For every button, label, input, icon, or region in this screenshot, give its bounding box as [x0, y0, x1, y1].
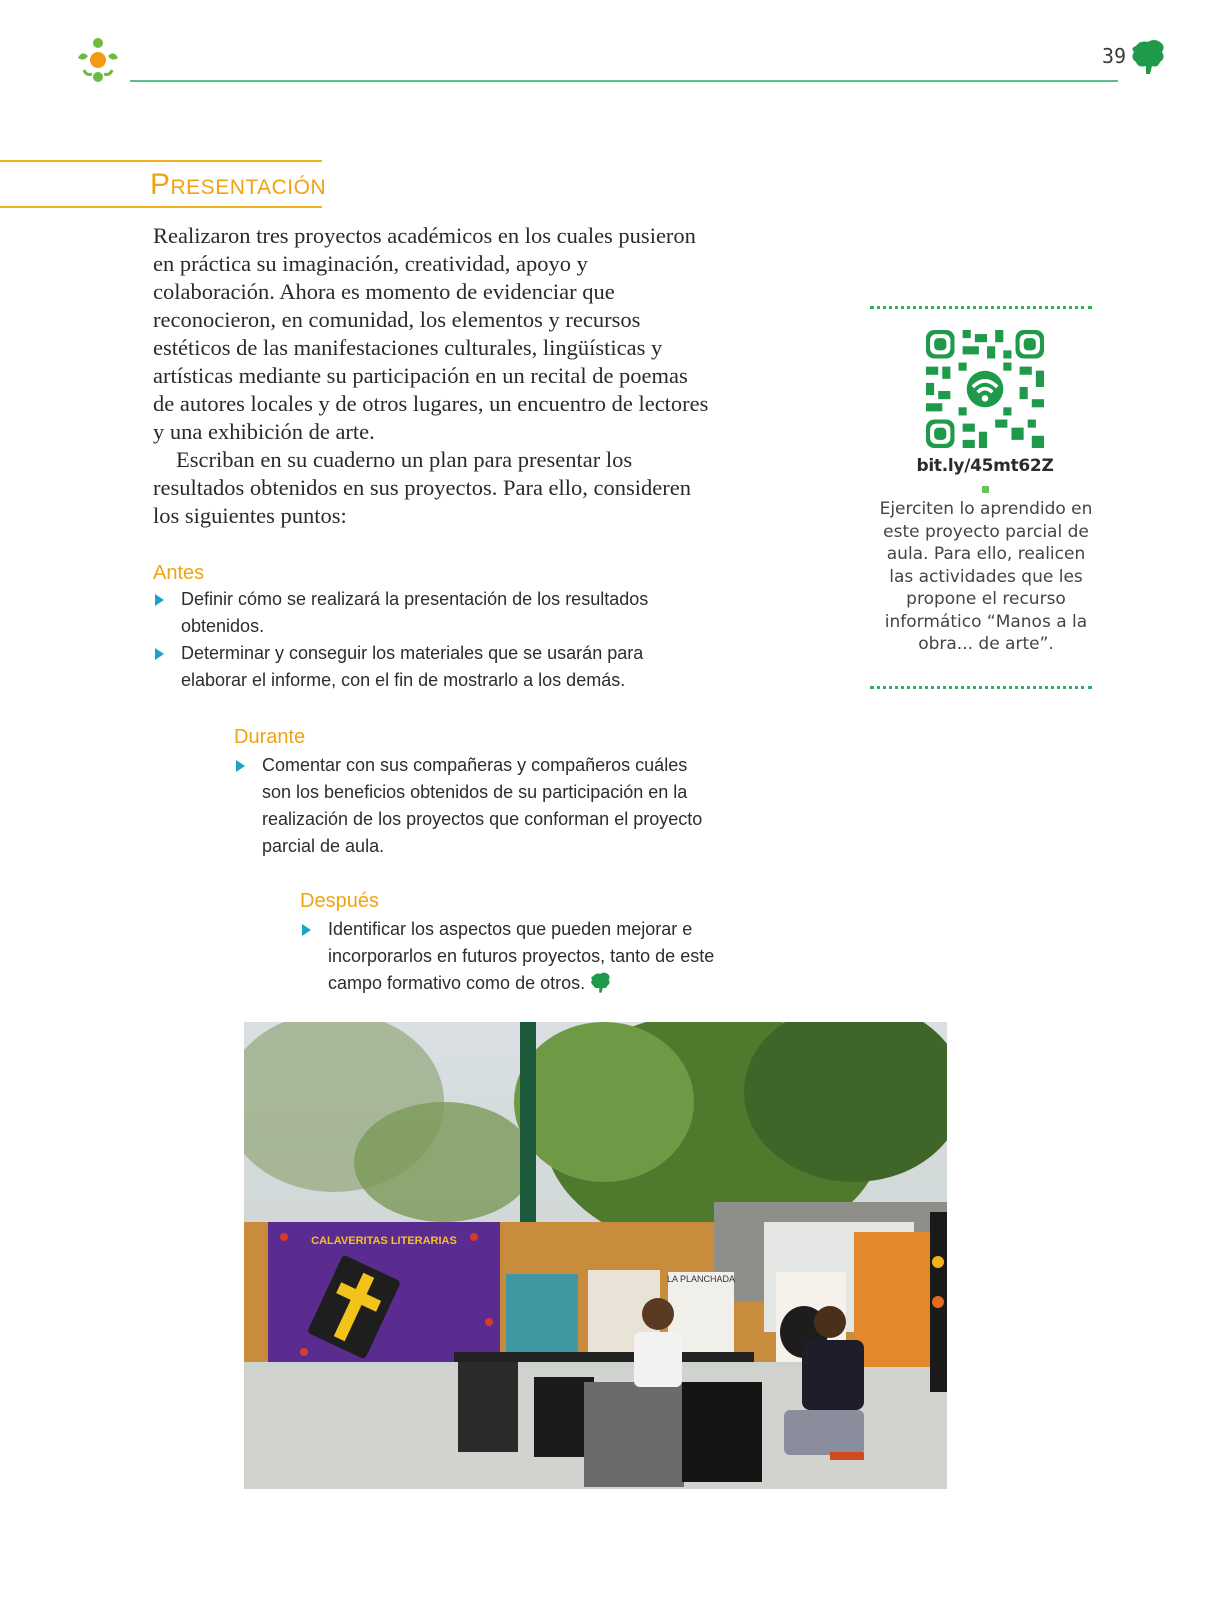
list-item	[153, 586, 673, 640]
list-item-text: Comentar con sus compañeras y compañeros cuáles son los beneficios obtenidos de su participación en la realización de los proyectos que conforman el proyecto parcial de aula.	[262, 755, 703, 856]
intro-paragraph: Realizaron tres proyectos académicos en los cuales pusieron en práctica su imaginación, creatividad, apoyo y colaboración. Ahora es momento de evidenciar que reconocieron, en comunidad, los elementos y recursos estéticos de las manifestaciones culturales, lingüísticas y artísticas mediante su participación en un recital de poemas de autores locales y de otros lugares, un encuentro de lectores y una exhibición de arte.	[153, 223, 709, 444]
sign-text: LA PLANCHADA	[666, 1274, 736, 1284]
heading-rule-top	[0, 160, 322, 162]
green-tree-icon	[591, 971, 611, 993]
qr-description: Ejerciten lo aprendido en este proyecto parcial de aula. Para ello, realicen las actividades que les propone el recurso informático “Manos a la obra... de arte”.	[879, 499, 1093, 654]
list-item-text: Identificar los aspectos que pueden mejorar e incorporarlos en futuros proyectos, tanto de este campo formativo como de otros.	[328, 919, 715, 993]
qr-code-icon[interactable]	[926, 330, 1044, 448]
despues-list	[300, 916, 720, 997]
header-rule	[130, 80, 1118, 82]
list-item	[153, 640, 673, 694]
despues-heading: Después	[300, 890, 379, 912]
antes-heading: Antes	[153, 562, 205, 584]
page-number: 39	[1102, 44, 1127, 68]
bullet-arrow-icon	[236, 760, 245, 772]
banner-text: CALAVERITAS LITERARIAS	[311, 1235, 457, 1247]
bullet-arrow-icon	[155, 594, 164, 606]
list-item-text: Determinar y conseguir los materiales que se usarán para elaborar el informe, con el fin de mostrarlo a los demás.	[181, 643, 644, 690]
list-item	[300, 916, 720, 997]
qr-box-top-rule	[870, 306, 1092, 309]
section-title: Presentación	[150, 168, 327, 201]
bullet-arrow-icon	[302, 924, 311, 936]
antes-list	[153, 586, 673, 694]
flower-logo-icon	[72, 34, 124, 86]
qr-box-bottom-rule	[870, 686, 1092, 689]
list-item-text: Definir cómo se realizará la presentación de los resultados obtenidos.	[181, 589, 649, 636]
instructions-paragraph: Escriban en su cuaderno un plan para presentar los resultados obtenidos en sus proyectos. Para ello, consideren los siguientes puntos:	[153, 447, 692, 528]
bullet-arrow-icon	[155, 648, 164, 660]
heading-rule-bottom	[0, 206, 322, 208]
school-exhibition-photo	[244, 1022, 947, 1489]
list-item	[234, 752, 714, 860]
qr-link[interactable]: bit.ly/45mt62Z	[916, 456, 1054, 476]
green-tree-icon	[1132, 38, 1166, 74]
qr-separator-dot	[982, 486, 989, 493]
durante-list	[234, 752, 714, 860]
durante-heading: Durante	[234, 726, 306, 748]
